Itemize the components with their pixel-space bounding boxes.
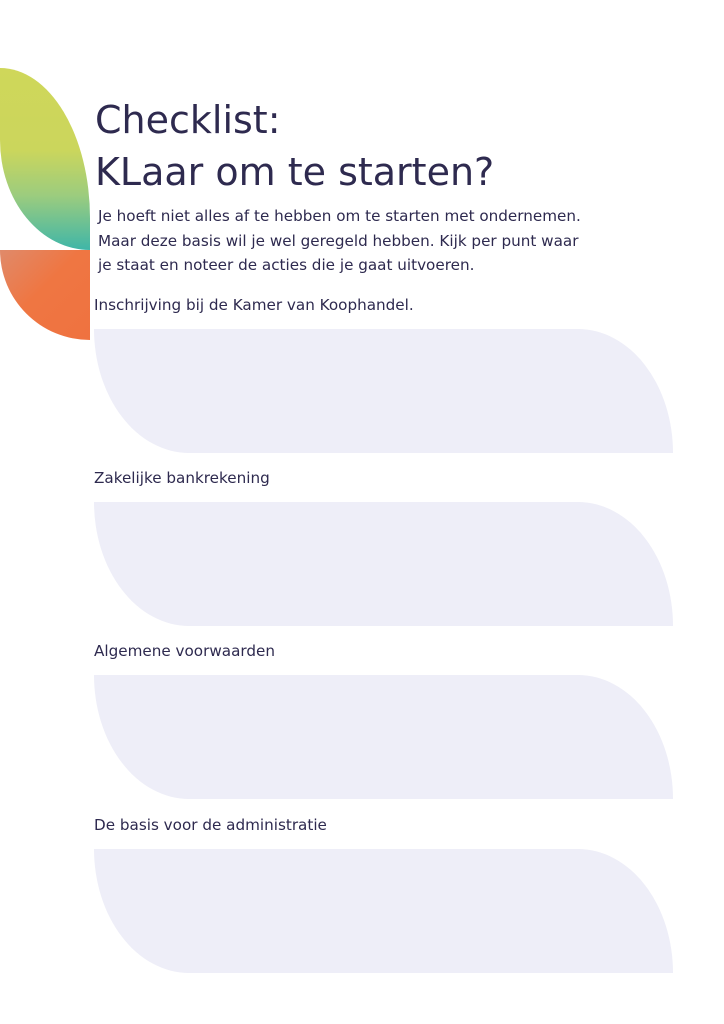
item-label-administratie: De basis voor de administratie [94,816,327,834]
item-label-bank: Zakelijke bankrekening [94,469,270,487]
item-label-kvk: Inschrijving bij de Kamer van Koophandel. [94,296,414,314]
intro-line: je staat en noteer de acties die je gaat uitvoeren. [98,256,475,274]
decorative-orange-leaf [0,250,90,340]
title-line-2: KLaar om te starten? [95,150,495,194]
intro-text [98,204,698,278]
notes-field-kvk[interactable] [94,329,673,453]
notes-field-voorwaarden[interactable] [94,675,673,799]
item-label-voorwaarden: Algemene voorwaarden [94,642,275,660]
notes-field-bank[interactable] [94,502,673,626]
intro-line: Je hoeft niet alles af te hebben om te starten met ondernemen. [98,207,581,225]
page-title [95,94,494,198]
intro-line: Maar deze basis wil je wel geregeld hebben. Kijk per punt waar [98,231,579,250]
notes-field-administratie[interactable] [94,849,673,973]
title-line-1: Checklist: [95,98,281,142]
decorative-green-leaf [0,68,90,250]
